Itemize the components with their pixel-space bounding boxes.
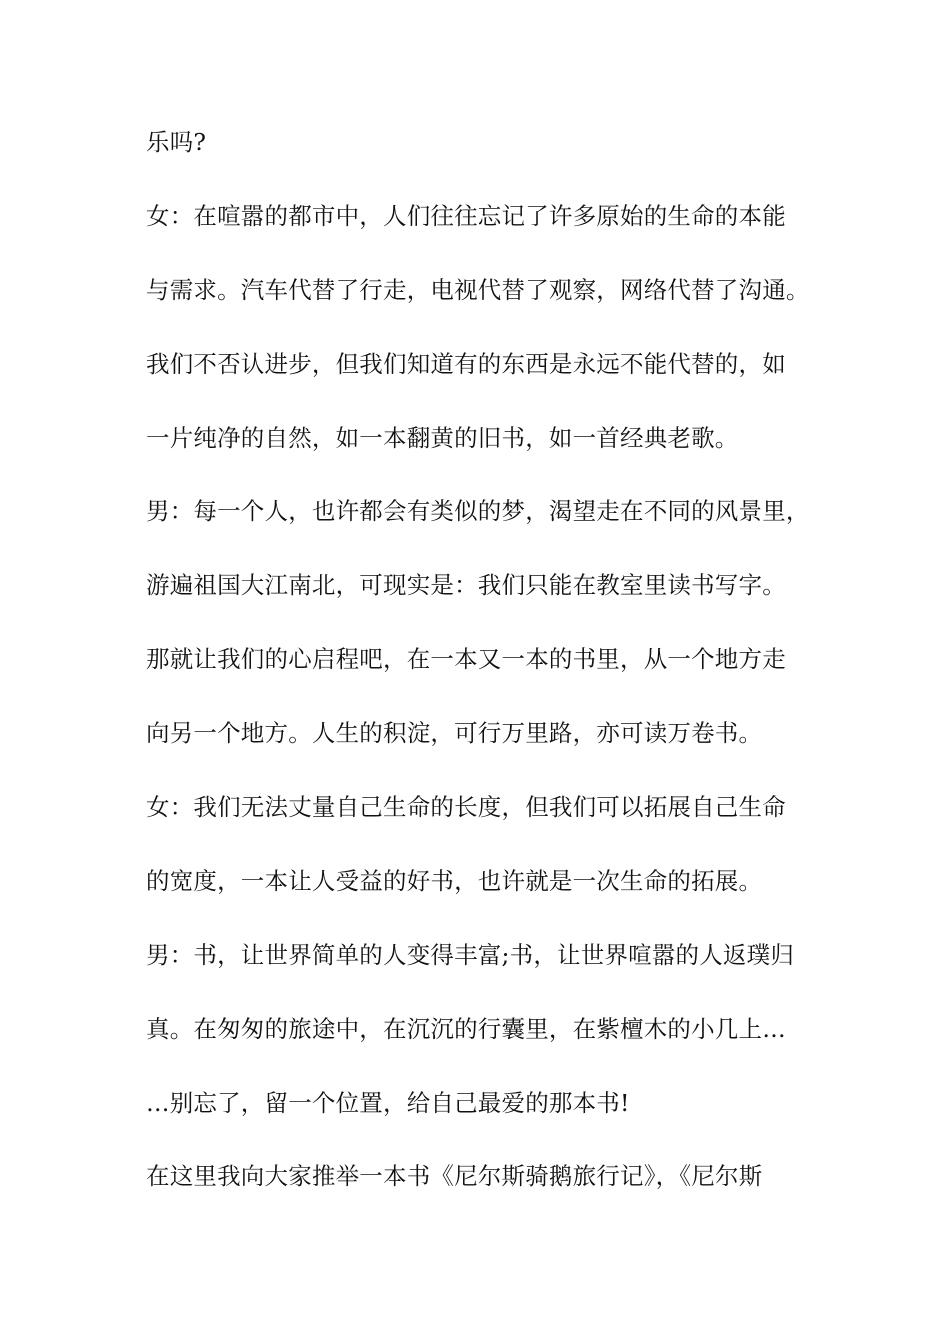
text-line: 我们不否认进步，但我们知道有的东西是永远不能代替的，如	[146, 349, 786, 378]
body-text	[146, 122, 836, 1230]
text-line: 在这里我向大家推举一本书《尼尔斯骑鹅旅行记》，《尼尔斯	[146, 1162, 763, 1191]
text-line: 游遍祖国大江南北，可现实是：我们只能在教室里读书写字。	[146, 571, 786, 600]
text-line: 男：每一个人，也许都会有类似的梦，渴望走在不同的风景里，	[146, 497, 810, 526]
text-line: 真。在匆匆的旅途中，在沉沉的行囊里，在紫檀木的小几上…	[146, 1014, 786, 1043]
text-line: 女：我们无法丈量自己生命的长度，但我们可以拓展自己生命	[146, 793, 786, 822]
text-line: 女：在喧嚣的都市中，人们往往忘记了许多原始的生命的本能	[146, 201, 786, 230]
text-line: 男：书，让世界简单的人变得丰富;书，让世界喧嚣的人返璞归	[146, 940, 795, 969]
text-line: 那就让我们的心启程吧，在一本又一本的书里，从一个地方走	[146, 645, 786, 674]
text-line: 与需求。汽车代替了行走，电视代替了观察，网络代替了沟通。	[146, 275, 810, 304]
text-line: 乐吗?	[146, 128, 207, 156]
text-line: …别忘了，留一个位置，给自己最爱的那本书!	[146, 1088, 630, 1117]
text-line: 向另一个地方。人生的积淀，可行万里路，亦可读万卷书。	[146, 719, 763, 748]
text-line: 一片纯净的自然，如一本翻黄的旧书，如一首经典老歌。	[146, 423, 739, 452]
text-line: 的宽度，一本让人受益的好书，也许就是一次生命的拓展。	[146, 866, 763, 895]
